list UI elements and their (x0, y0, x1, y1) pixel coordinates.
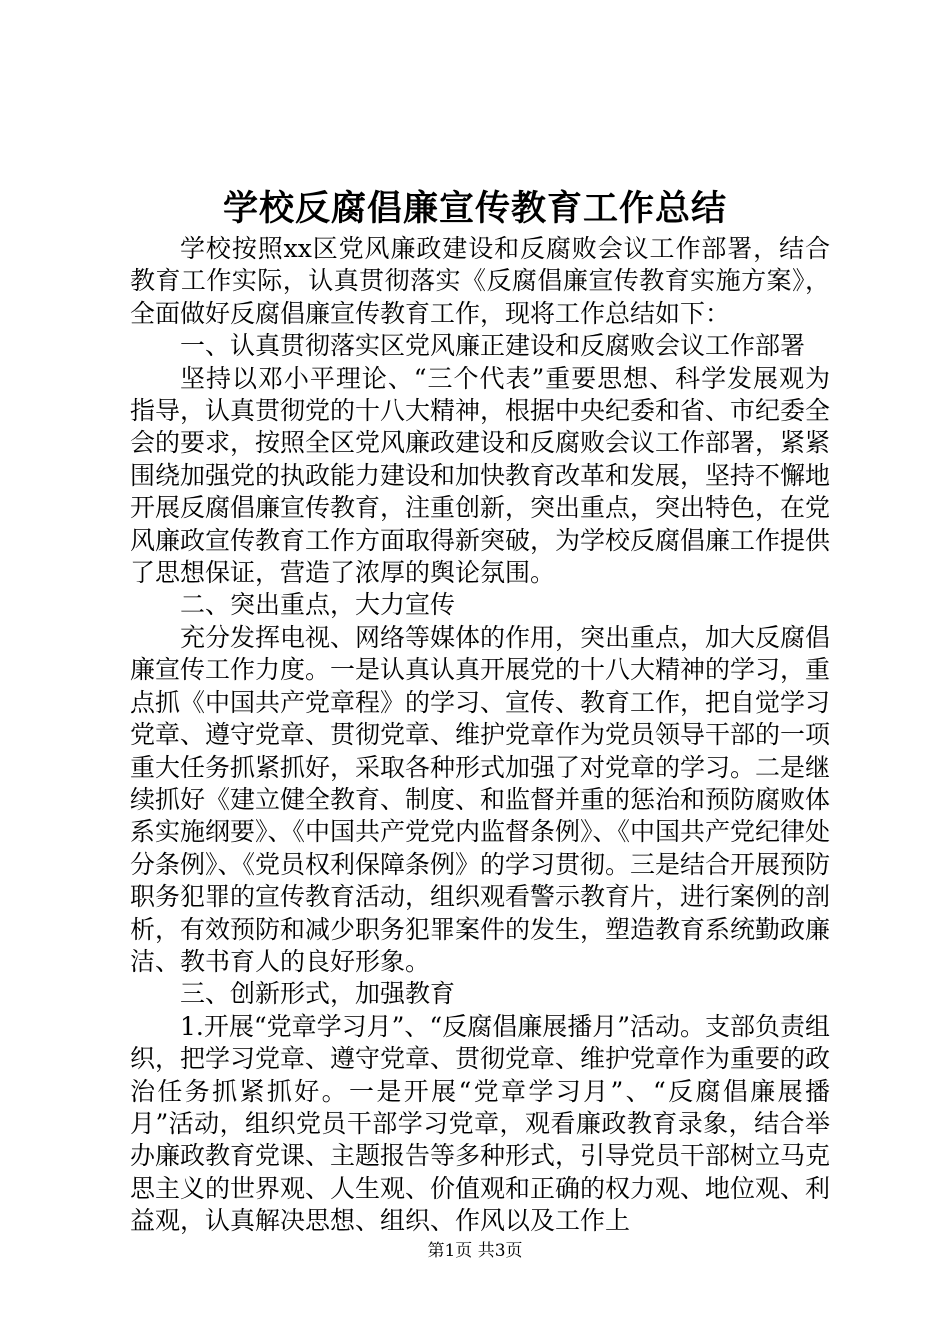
document-title: 学校反腐倡廉宣传教育工作总结 (222, 188, 727, 229)
document-body (130, 233, 830, 1238)
page-number-footer: 第1页 共3页 (427, 1241, 523, 1261)
paragraph-section-3: 1.开展“党章学习月”、“反腐倡廉展播月”活动。支部负责组织，把学习党章、遵守党章、贯彻党章、维护党章作为重要的政治任务抓紧抓好。一是开展“党章学习月”、“反腐倡廉展播月”活动，组织党员干部学习党章，观看廉政教育录象，结合举办廉政教育党课、主题报告等多种形式，引导党员干部树立马克思主义的世界观、人生观、价值观和正确的权力观、地位观、利益观，认真解决思想、组织、作风以及工作上 (130, 1011, 831, 1236)
paragraph-intro: 学校按照xx区党风廉政建设和反腐败会议工作部署，结合教育工作实际，认真贯彻落实《反腐倡廉宣传教育实施方案》，全面做好反腐倡廉宣传教育工作，现将工作总结如下： (130, 234, 830, 328)
section-heading-2: 二、突出重点，大力宣传 (180, 590, 456, 620)
section-heading-1: 一、认真贯彻落实区党风廉正建设和反腐败会议工作部署 (180, 331, 806, 361)
paragraph-section-1: 坚持以邓小平理论、“三个代表”重要思想、科学发展观为指导，认真贯彻党的十八大精神，根据中央纪委和省、市纪委全会的要求，按照全区党风廉政建设和反腐败会议工作部署，紧紧围绕加强党的执政能力建设和加快教育改革和发展，坚持不懈地开展反腐倡廉宣传教育，注重创新，突出重点，突出特色，在党风廉政宣传教育工作方面取得新突破，为学校反腐倡廉工作提供了思想保证，营造了浓厚的舆论氛围。 (130, 363, 831, 588)
paragraph-section-2: 充分发挥电视、网络等媒体的作用，突出重点，加大反腐倡廉宣传工作力度。一是认真认真开展党的十八大精神的学习，重点抓《中国共产党章程》的学习、宣传、教育工作，把自觉学习党章、遵守党章、贯彻党章、维护党章作为党员领导干部的一项重大任务抓紧抓好，采取各种形式加强了对党章的学习。二是继续抓好《建立健全教育、制度、和监督并重的惩治和预防腐败体系实施纲要》、《中国共产党党内监督条例》、《中国共产党纪律处分条例》、《党员权利保障条例》的学习贯彻。三是结合开展预防职务犯罪的宣传教育活动，组织观看警示教育片，进行案例的剖析，有效预防和减少职务犯罪案件的发生，塑造教育系统勤政廉洁、教书育人的良好形象。 (130, 622, 831, 976)
section-heading-3: 三、创新形式，加强教育 (180, 979, 456, 1009)
